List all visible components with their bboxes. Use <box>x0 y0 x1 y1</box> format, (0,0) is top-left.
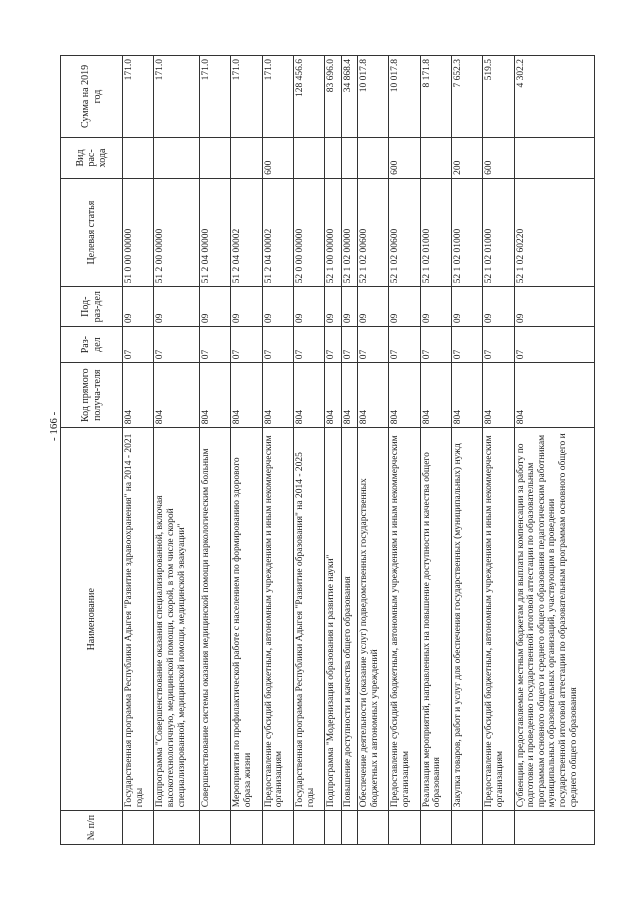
table-row <box>420 56 451 845</box>
cell-expense-type: 600 <box>483 137 514 178</box>
cell-target: 52 1 02 60220 <box>514 178 595 286</box>
cell-code: 804 <box>420 363 451 428</box>
cell-code: 804 <box>483 363 514 428</box>
cell-subsection: 09 <box>293 287 324 327</box>
cell-name: Мероприятия по профилактической работе с населением по формированию здорового образа жизни <box>231 428 262 811</box>
cell-target: 51 2 04 00000 <box>200 178 231 286</box>
cell-name: Государственная программа Республики Адыгея "Развитие образования" на 2014 - 2025 годы <box>293 428 324 811</box>
cell-name: Подпрограмма "Совершенствование оказания специализированной, включая высокотехнологичную, медицинской помощи, скорой, в том числе скорой специализированной, медицинской помощи, медицинской эвакуации" <box>154 428 200 811</box>
header-target: Целевая статья <box>61 178 123 286</box>
cell-expense-type <box>293 137 324 178</box>
cell-name: Предоставление субсидий бюджетным, автономным учреждениям и иным некоммерческим организациям <box>389 428 420 811</box>
cell-num <box>123 811 154 845</box>
cell-code: 804 <box>123 363 154 428</box>
cell-subsection: 09 <box>123 287 154 327</box>
header-num: № п/п <box>61 811 123 845</box>
cell-subsection: 09 <box>358 287 389 327</box>
cell-target: 52 1 02 00600 <box>358 178 389 286</box>
cell-expense-type <box>341 137 357 178</box>
cell-section: 07 <box>341 327 357 363</box>
cell-sum: 4 302.2 <box>514 56 595 138</box>
table-row <box>451 56 482 845</box>
cell-target: 52 0 00 00000 <box>293 178 324 286</box>
cell-target: 51 2 04 00002 <box>262 178 293 286</box>
cell-sum: 10 017.8 <box>389 56 420 138</box>
cell-target: 52 1 02 00600 <box>389 178 420 286</box>
cell-expense-type <box>231 137 262 178</box>
budget-table <box>60 55 595 845</box>
cell-expense-type <box>358 137 389 178</box>
cell-section: 07 <box>389 327 420 363</box>
cell-subsection: 09 <box>451 287 482 327</box>
header-sum: Сумма на 2019 год <box>61 56 123 138</box>
cell-expense-type <box>200 137 231 178</box>
table-row <box>200 56 231 845</box>
header-subsection: Под-раз-дел <box>61 287 123 327</box>
cell-subsection: 09 <box>389 287 420 327</box>
cell-name: Предоставление субсидий бюджетным, автономным учреждениям и иным некоммерческим организациям <box>483 428 514 811</box>
cell-target: 51 2 00 00000 <box>154 178 200 286</box>
cell-code: 804 <box>451 363 482 428</box>
cell-name: Подпрограмма "Модернизация образования и развитие науки" <box>325 428 341 811</box>
cell-name: Субвенции, предоставляемые местным бюджетам для выплаты компенсации за работу по подготовке и проведению государственной итоговой аттестации по образовательным программам основного общего и среднего общего образования педагогическим работникам муниципальных образовательных организаций, участвующим в проведении государственной итоговой аттестации по образовательным программам основного общего и среднего общего образования <box>514 428 595 811</box>
cell-subsection: 09 <box>514 287 595 327</box>
table-row <box>341 56 357 845</box>
cell-code: 804 <box>389 363 420 428</box>
cell-num <box>262 811 293 845</box>
cell-subsection: 09 <box>262 287 293 327</box>
cell-num <box>231 811 262 845</box>
cell-num <box>325 811 341 845</box>
cell-section: 07 <box>451 327 482 363</box>
cell-sum: 83 696.0 <box>325 56 341 138</box>
cell-sum: 171.0 <box>262 56 293 138</box>
cell-code: 804 <box>293 363 324 428</box>
cell-sum: 519.5 <box>483 56 514 138</box>
cell-code: 804 <box>200 363 231 428</box>
cell-expense-type: 600 <box>389 137 420 178</box>
cell-expense-type: 200 <box>451 137 482 178</box>
cell-expense-type <box>514 137 595 178</box>
cell-sum: 171.0 <box>231 56 262 138</box>
cell-sum: 8 171.8 <box>420 56 451 138</box>
header-name: Наименование <box>61 428 123 811</box>
cell-num <box>154 811 200 845</box>
cell-name: Реализация мероприятий, направленных на повышение доступности и качества общего образования <box>420 428 451 811</box>
cell-sum: 171.0 <box>154 56 200 138</box>
cell-expense-type <box>420 137 451 178</box>
cell-num <box>341 811 357 845</box>
cell-code: 804 <box>358 363 389 428</box>
cell-name: Закупка товаров, работ и услуг для обеспечения государственных (муниципальных) нужд <box>451 428 482 811</box>
cell-subsection: 09 <box>231 287 262 327</box>
cell-num <box>358 811 389 845</box>
cell-code: 804 <box>325 363 341 428</box>
cell-expense-type <box>123 137 154 178</box>
cell-expense-type: 600 <box>262 137 293 178</box>
cell-sum: 10 017.8 <box>358 56 389 138</box>
cell-num <box>420 811 451 845</box>
table-row <box>293 56 324 845</box>
cell-subsection: 09 <box>325 287 341 327</box>
cell-sum: 34 868.4 <box>341 56 357 138</box>
cell-section: 07 <box>154 327 200 363</box>
cell-name: Государственная программа Республики Адыгея "Развитие здравоохранения" на 2014 - 2021 годы <box>123 428 154 811</box>
cell-name: Обеспечение деятельности (оказание услуг) подведомственных государственных бюджетных и автономных учреждений <box>358 428 389 811</box>
cell-target: 51 2 04 00002 <box>231 178 262 286</box>
cell-section: 07 <box>483 327 514 363</box>
cell-target: 52 1 02 01000 <box>483 178 514 286</box>
cell-subsection: 09 <box>341 287 357 327</box>
cell-code: 804 <box>341 363 357 428</box>
table-row <box>514 56 595 845</box>
cell-section: 07 <box>358 327 389 363</box>
cell-name: Предоставление субсидий бюджетным, автономным учреждениям и иным некоммерческим организациям <box>262 428 293 811</box>
table-row <box>154 56 200 845</box>
cell-section: 07 <box>200 327 231 363</box>
cell-code: 804 <box>514 363 595 428</box>
cell-sum: 171.0 <box>123 56 154 138</box>
cell-num <box>389 811 420 845</box>
cell-sum: 7 652.3 <box>451 56 482 138</box>
page-number: - 166 - <box>48 411 60 441</box>
cell-section: 07 <box>293 327 324 363</box>
budget-table-wrap <box>60 55 595 845</box>
cell-name: Повышение доступности и качества общего образования <box>341 428 357 811</box>
cell-expense-type <box>325 137 341 178</box>
cell-target: 52 1 02 01000 <box>451 178 482 286</box>
header-code: Код прямого получа-теля <box>61 363 123 428</box>
table-row <box>262 56 293 845</box>
cell-num <box>483 811 514 845</box>
cell-target: 51 0 00 00000 <box>123 178 154 286</box>
cell-sum: 171.0 <box>200 56 231 138</box>
cell-target: 52 1 02 00000 <box>341 178 357 286</box>
cell-section: 07 <box>325 327 341 363</box>
cell-code: 804 <box>262 363 293 428</box>
cell-num <box>451 811 482 845</box>
cell-target: 52 1 00 00000 <box>325 178 341 286</box>
header-expense-type: Вид рас-хода <box>61 137 123 178</box>
cell-section: 07 <box>231 327 262 363</box>
cell-subsection: 09 <box>483 287 514 327</box>
cell-expense-type <box>154 137 200 178</box>
cell-subsection: 09 <box>154 287 200 327</box>
table-row <box>325 56 341 845</box>
table-row <box>231 56 262 845</box>
cell-sum: 128 456.6 <box>293 56 324 138</box>
header-section: Раз-дел <box>61 327 123 363</box>
table-header-row <box>61 56 123 845</box>
cell-target: 52 1 02 01000 <box>420 178 451 286</box>
cell-section: 07 <box>123 327 154 363</box>
cell-section: 07 <box>262 327 293 363</box>
cell-subsection: 09 <box>420 287 451 327</box>
table-row <box>358 56 389 845</box>
cell-code: 804 <box>154 363 200 428</box>
table-row <box>389 56 420 845</box>
cell-code: 804 <box>231 363 262 428</box>
cell-subsection: 09 <box>200 287 231 327</box>
cell-num <box>293 811 324 845</box>
table-row <box>483 56 514 845</box>
cell-num <box>514 811 595 845</box>
table-row <box>123 56 154 845</box>
cell-num <box>200 811 231 845</box>
cell-section: 07 <box>420 327 451 363</box>
cell-section: 07 <box>514 327 595 363</box>
cell-name: Совершенствование системы оказания медицинской помощи наркологическим больным <box>200 428 231 811</box>
